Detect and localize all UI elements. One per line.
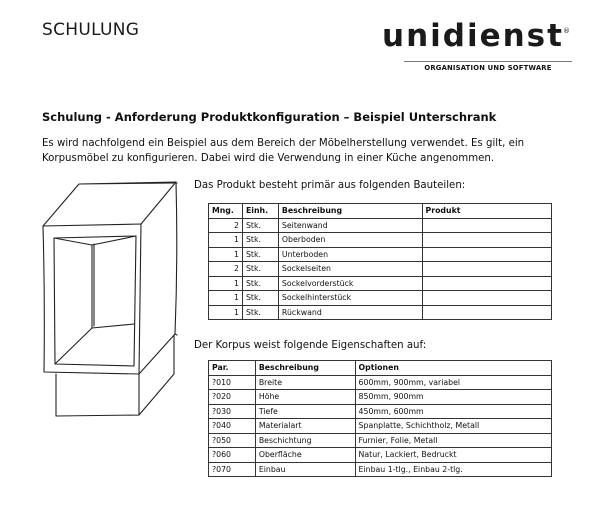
cell-options: 600mm, 900mm, variabel — [355, 375, 551, 390]
properties-table — [208, 360, 552, 477]
logo-tagline: ORGANISATION UND SOFTWARE — [424, 64, 552, 72]
cabinet-sketch-icon — [40, 178, 200, 420]
cell-parameter: ?050 — [209, 433, 256, 448]
cell-quantity: 1 — [209, 305, 243, 320]
cell-description: Sockelhinterstück — [278, 291, 422, 306]
table-row — [209, 291, 552, 306]
cell-product — [422, 305, 551, 320]
cell-unit: Stk. — [242, 218, 278, 233]
table-row — [209, 233, 552, 248]
cell-quantity: 1 — [209, 247, 243, 262]
cell-parameter: ?020 — [209, 390, 256, 405]
cell-description: Unterboden — [278, 247, 422, 262]
cell-unit: Stk. — [242, 291, 278, 306]
cell-product — [422, 276, 551, 291]
table-row — [209, 433, 552, 448]
cell-product — [422, 233, 551, 248]
table-row — [209, 305, 552, 320]
cell-parameter: ?030 — [209, 404, 256, 419]
table-row — [209, 404, 552, 419]
table-row — [209, 247, 552, 262]
col-header-description: Beschreibung — [278, 204, 422, 219]
col-header-description: Beschreibung — [255, 361, 355, 376]
properties-lead-text: Der Korpus weist folgende Eigenschaften auf: — [194, 340, 427, 351]
cell-description: Beschichtung — [255, 433, 355, 448]
cell-quantity: 1 — [209, 291, 243, 306]
col-header-product: Produkt — [422, 204, 551, 219]
cell-quantity: 2 — [209, 218, 243, 233]
cell-unit: Stk. — [242, 276, 278, 291]
cell-description: Einbau — [255, 462, 355, 477]
page-header-title: SCHULUNG — [42, 20, 140, 40]
cell-unit: Stk. — [242, 247, 278, 262]
cell-description: Sockelvorderstück — [278, 276, 422, 291]
intro-paragraph: Es wird nachfolgend ein Beispiel aus dem Bereich der Möbelherstellung verwendet. Es gilt, ein Korpusmöbel zu konfigurieren. Dabei wird die Verwendung in einer Küche angenommen. — [42, 138, 525, 164]
cell-quantity: 2 — [209, 262, 243, 277]
cell-parameter: ?010 — [209, 375, 256, 390]
cell-quantity: 1 — [209, 233, 243, 248]
table-row — [209, 375, 552, 390]
properties-table-header-row — [209, 361, 552, 376]
col-header-parameter: Par. — [209, 361, 256, 376]
document-title: Schulung - Anforderung Produktkonfiguration – Beispiel Unterschrank — [42, 110, 497, 124]
table-row — [209, 276, 552, 291]
cell-description: Materialart — [255, 419, 355, 434]
cell-parameter: ?040 — [209, 419, 256, 434]
cell-unit: Stk. — [242, 233, 278, 248]
table-row — [209, 462, 552, 477]
col-header-quantity: Mng. — [209, 204, 243, 219]
cell-unit: Stk. — [242, 305, 278, 320]
table-row — [209, 262, 552, 277]
cell-options: Spanplatte, Schichtholz, Metall — [355, 419, 551, 434]
parts-table — [208, 203, 552, 320]
parts-table-header-row — [209, 204, 552, 219]
table-row — [209, 419, 552, 434]
cell-parameter: ?060 — [209, 448, 256, 463]
logo-wordmark: unidienst — [382, 18, 564, 54]
col-header-unit: Einh. — [242, 204, 278, 219]
cell-parameter: ?070 — [209, 462, 256, 477]
cell-quantity: 1 — [209, 276, 243, 291]
cell-product — [422, 247, 551, 262]
cell-product — [422, 218, 551, 233]
cell-description: Breite — [255, 375, 355, 390]
cell-description: Rückwand — [278, 305, 422, 320]
cell-description: Höhe — [255, 390, 355, 405]
cell-product — [422, 291, 551, 306]
cell-unit: Stk. — [242, 262, 278, 277]
cell-description: Oberfläche — [255, 448, 355, 463]
cell-options: 850mm, 900mm — [355, 390, 551, 405]
cell-options: Einbau 1-tlg., Einbau 2-tlg. — [355, 462, 551, 477]
parts-lead-text: Das Produkt besteht primär aus folgenden Bauteilen: — [194, 180, 466, 191]
cell-options: Furnier, Folie, Metall — [355, 433, 551, 448]
table-row — [209, 218, 552, 233]
cell-options: Natur, Lackiert, Bedruckt — [355, 448, 551, 463]
logo-divider — [404, 61, 572, 62]
cell-description: Seitenwand — [278, 218, 422, 233]
cell-product — [422, 262, 551, 277]
cell-description: Sockelseiten — [278, 262, 422, 277]
cell-description: Tiefe — [255, 404, 355, 419]
logo-registered-mark: ® — [563, 27, 570, 35]
table-row — [209, 448, 552, 463]
cell-description: Oberboden — [278, 233, 422, 248]
cell-options: 450mm, 600mm — [355, 404, 551, 419]
company-logo — [382, 18, 572, 74]
col-header-options: Optionen — [355, 361, 551, 376]
table-row — [209, 390, 552, 405]
